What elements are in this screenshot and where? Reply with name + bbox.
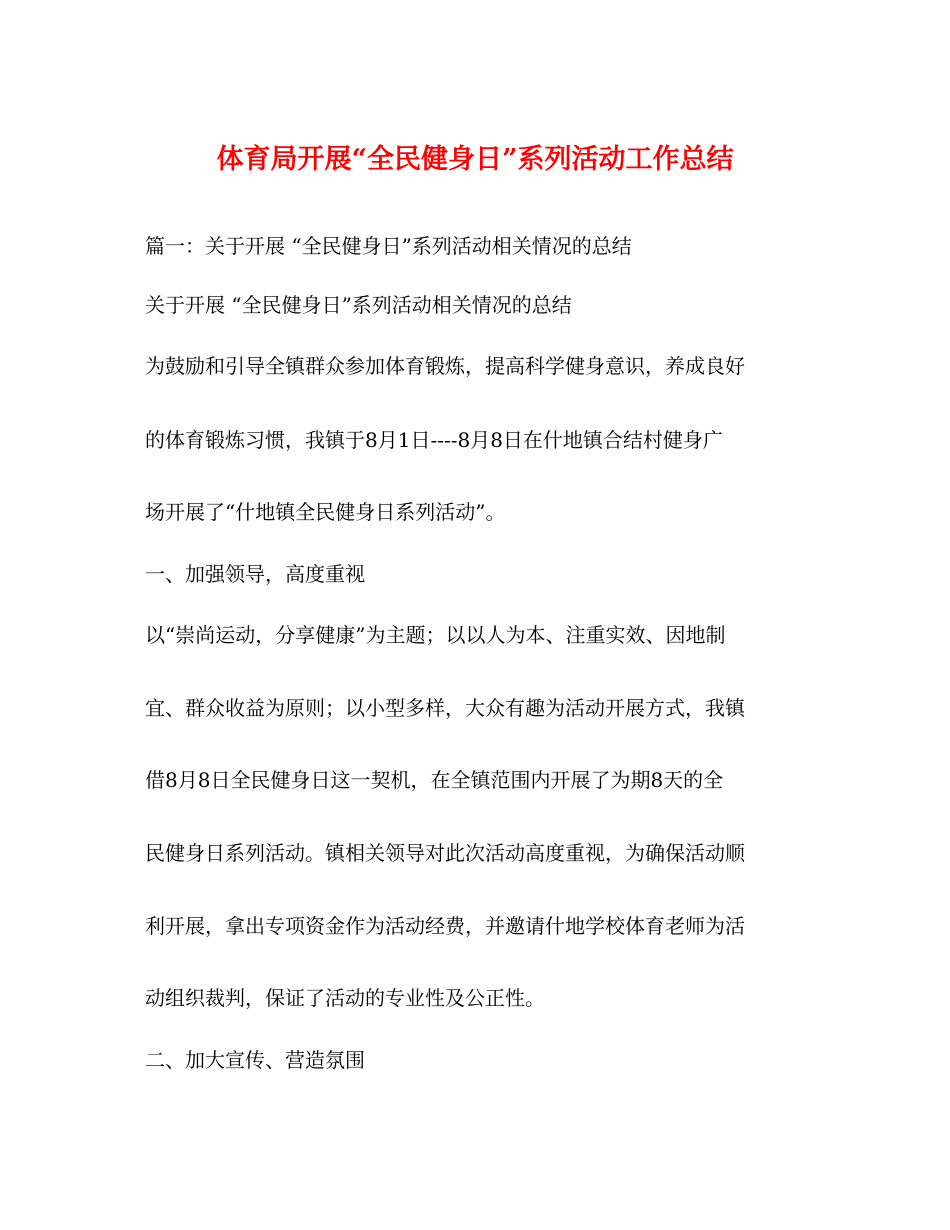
paragraph-line: 场开展了“什地镇全民健身日系列活动”。	[145, 500, 506, 524]
article-heading: 关于开展 “全民健身日”系列活动相关情况的总结	[145, 293, 572, 317]
section-heading-two: 二、加大宣传、营造氛围	[145, 1048, 365, 1072]
document-title: 体育局开展“全民健身日”系列活动工作总结	[216, 144, 734, 175]
paragraph-line: 的体育锻炼习惯，我镇于8月1日----8月8日在什地镇合结村健身广	[145, 428, 723, 452]
paragraph-line: 宜、群众收益为原则；以小型多样，大众有趣为活动开展方式，我镇	[145, 696, 745, 720]
paragraph-line: 民健身日系列活动。镇相关领导对此次活动高度重视，为确保活动顺	[145, 841, 745, 865]
paragraph-line: 动组织裁判，保证了活动的专业性及公正性。	[145, 986, 545, 1010]
section-heading-one: 一、加强领导，高度重视	[145, 562, 365, 586]
paragraph-line: 借8月8日全民健身日这一契机，在全镇范围内开展了为期8天的全	[145, 768, 724, 792]
section-heading-part-one: 篇一：关于开展 “全民健身日”系列活动相关情况的总结	[145, 234, 632, 258]
paragraph-line: 利开展，拿出专项资金作为活动经费，并邀请什地学校体育老师为活	[145, 914, 745, 938]
paragraph-line: 为鼓励和引导全镇群众参加体育锻炼，提高科学健身意识，养成良好	[145, 354, 745, 378]
paragraph-line: 以“崇尚运动，分享健康”为主题；以以人为本、注重实效、因地制	[145, 623, 726, 647]
